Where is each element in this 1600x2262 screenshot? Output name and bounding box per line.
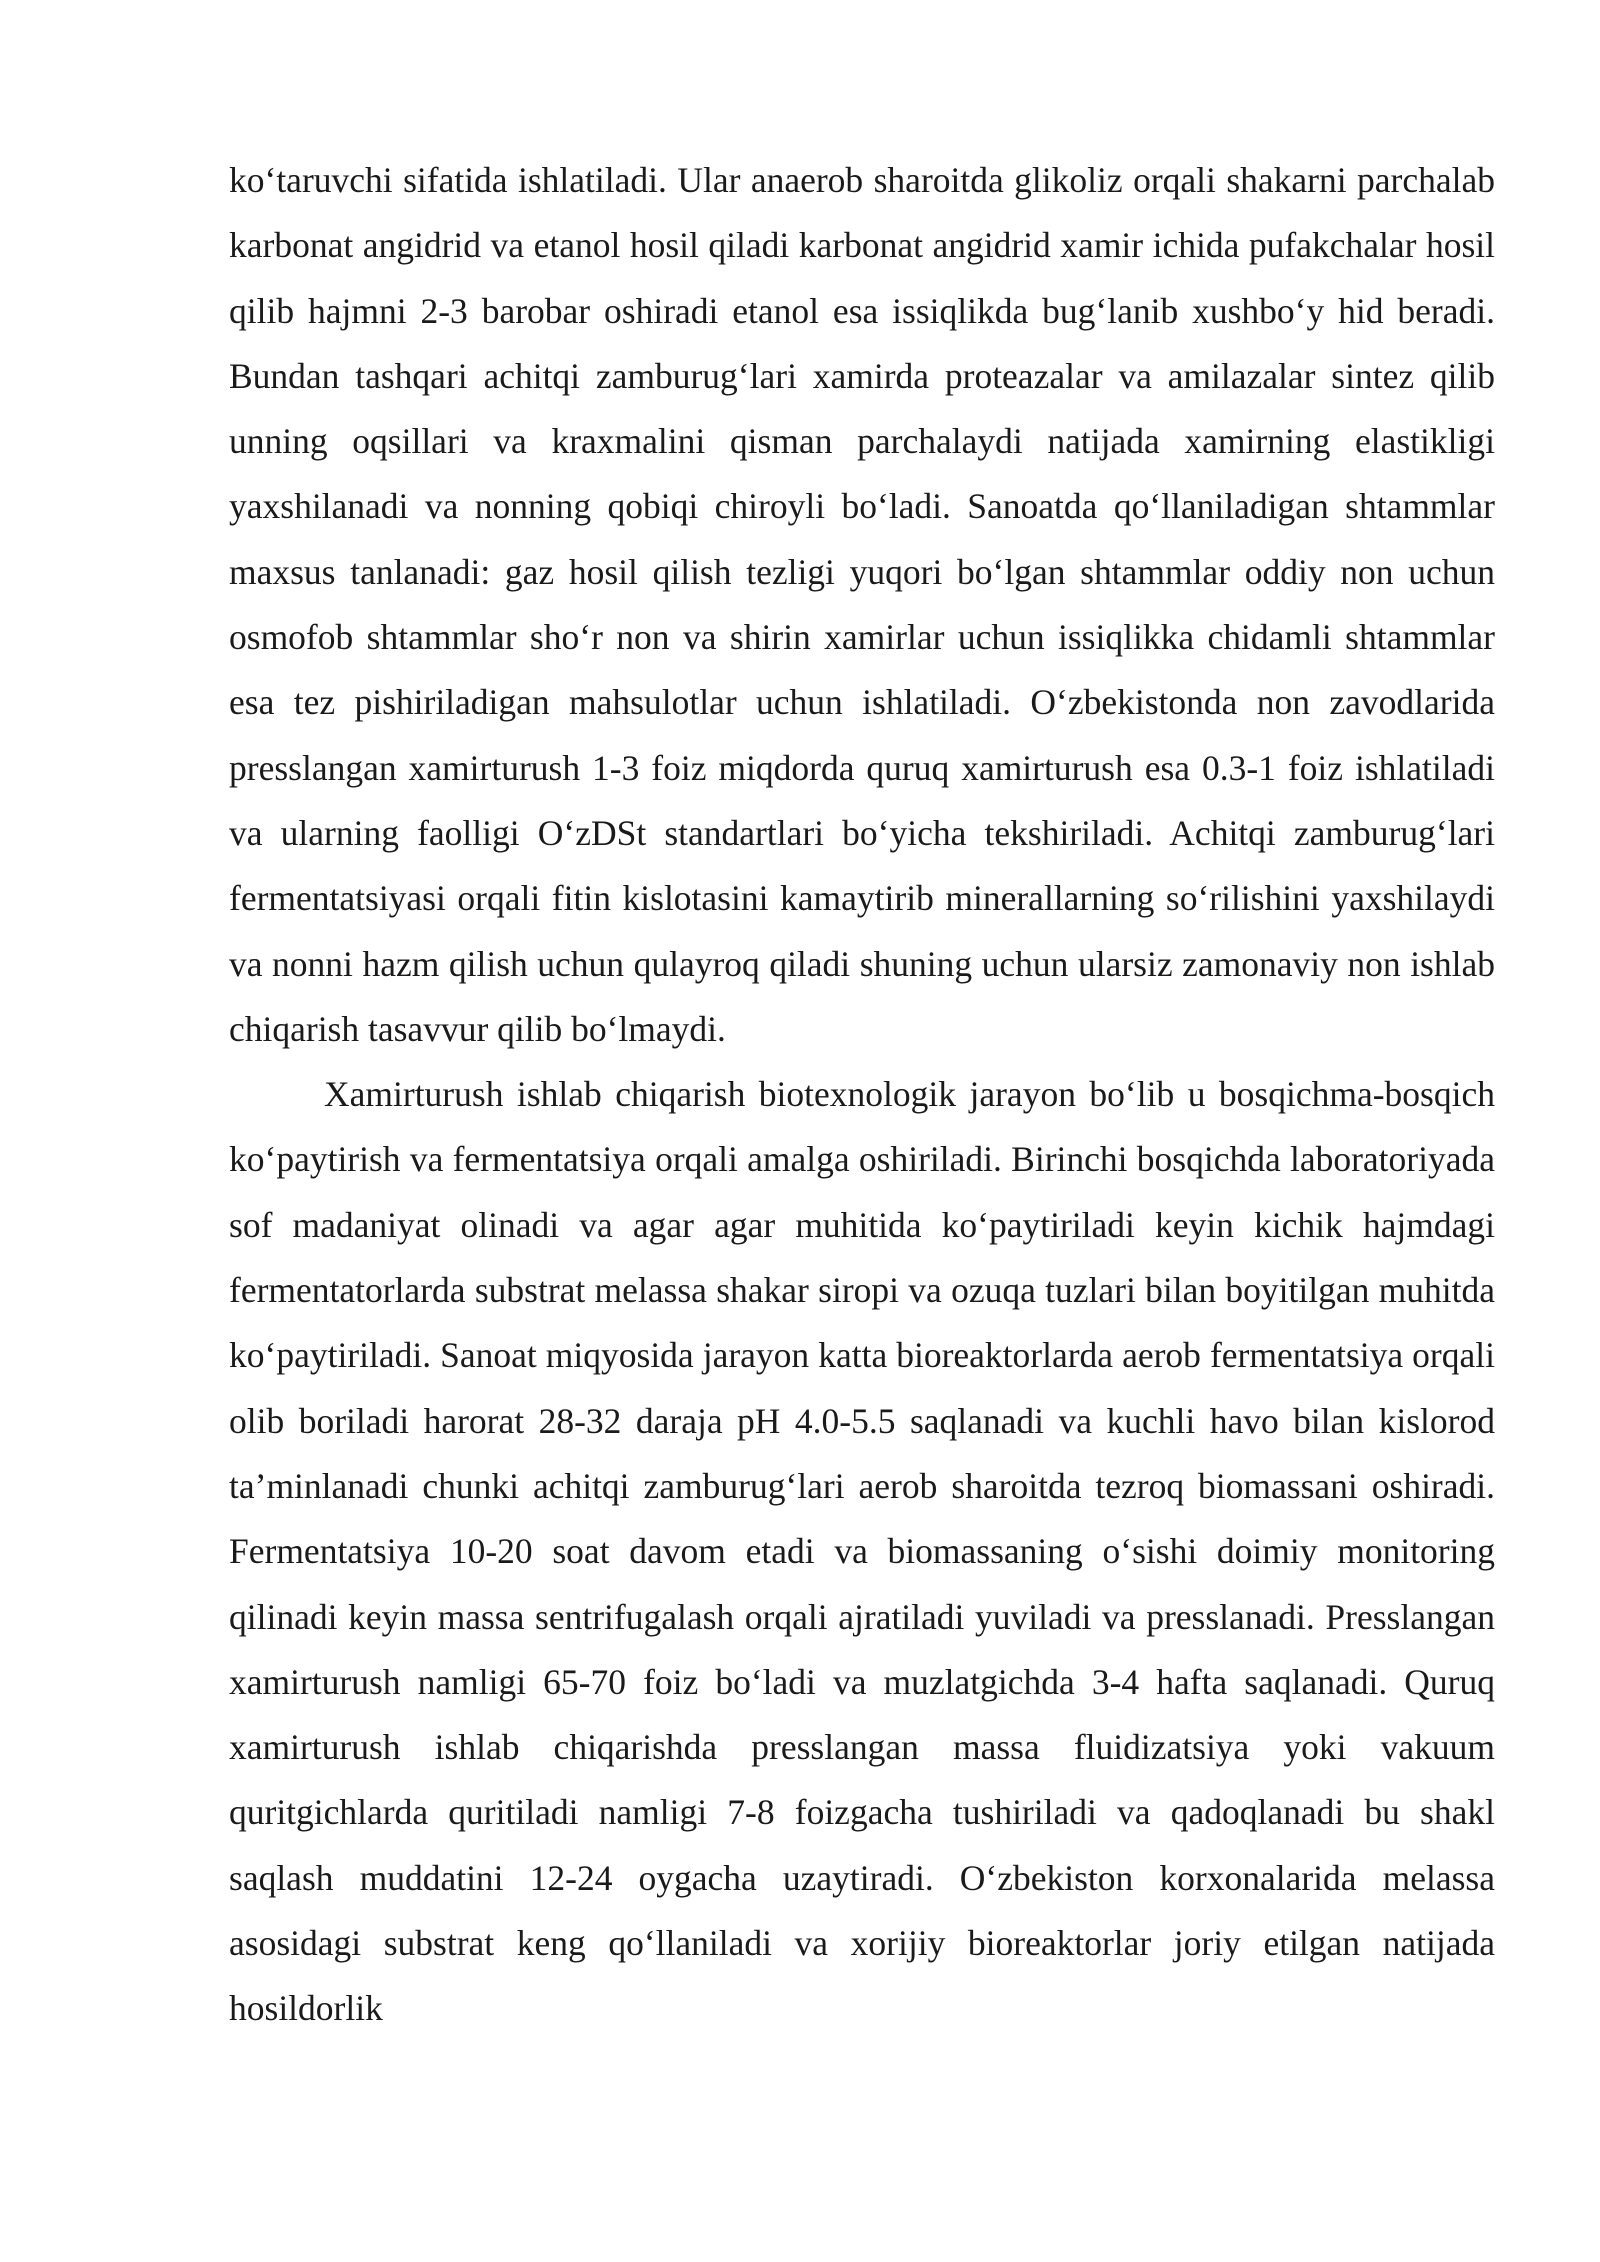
paragraph-continued: ko‘taruvchi sifatida ishlatiladi. Ular anaerob sharoitda glikoliz orqali shakarni parchalab karbonat angidrid va etanol hosil qiladi karbonat angidrid xamir ichida pufakchalar hosil qilib hajmni 2-3 barobar oshiradi etanol esa issiqlikda bug‘lanib xushbo‘y hid beradi. Bundan tashqari achitqi zamburug‘lari xamirda proteazalar va amilazalar sintez qilib unning oqsillari va kraxmalini qisman parchalaydi natijada xamirning elastikligi yaxshilanadi va nonning qobiqi chiroyli bo‘ladi. Sanoatda qo‘llaniladigan shtammlar maxsus tanlanadi: gaz hosil qilish tezligi yuqori bo‘lgan shtammlar oddiy non uchun osmofob shtammlar sho‘r non va shirin xamirlar uchun issiqlikka chidamli shtammlar esa tez pishiriladigan mahsulotlar uchun ishlatiladi. O‘zbekistonda non zavodlarida presslangan xamirturush 1-3 foiz miqdorda quruq xamirturush esa 0.3-1 foiz ishlatiladi va ularning faolligi O‘zDSt standartlari bo‘yicha tekshiriladi. Achitqi zamburug‘lari fermentatsiyasi orqali fitin kislotasini kamaytirib minerallarning so‘rilishini yaxshilaydi va nonni hazm qilish uchun qulayroq qiladi shuning uchun ularsiz zamonaviy non ishlab chiqarish tasavvur qilib bo‘lmaydi. (229, 160, 1495, 1049)
paragraph-yeast-production: Xamirturush ishlab chiqarish biotexnologik jarayon bo‘lib u bosqichma-bosqich ko‘paytirish va fermentatsiya orqali amalga oshiriladi. Birinchi bosqichda laboratoriyada sof madaniyat olinadi va agar agar muhitida ko‘paytiriladi keyin kichik hajmdagi fermentatorlarda substrat melassa shakar siropi va ozuqa tuzlari bilan boyitilgan muhitda ko‘paytiriladi. Sanoat miqyosida jarayon katta bioreaktorlarda aerob fermentatsiya orqali olib boriladi harorat 28-32 daraja pH 4.0-5.5 saqlanadi va kuchli havo bilan kislorod ta’minlanadi chunki achitqi zamburug‘lari aerob sharoitda tezroq biomassani oshiradi. Fermentatsiya 10-20 soat davom etadi va biomassaning o‘sishi doimiy monitoring qilinadi keyin massa sentrifugalash orqali ajratiladi yuviladi va presslanadi. Presslangan xamirturush namligi 65-70 foiz bo‘ladi va muzlatgichda 3-4 hafta saqlanadi. Quruq xamirturush ishlab chiqarishda presslangan massa fluidizatsiya yoki vakuum quritgichlarda quritiladi namligi 7-8 foizgacha tushiriladi va qadoqlanadi bu shakl saqlash muddatini 12-24 oygacha uzaytiradi. O‘zbekiston korxonalarida melassa asosidagi substrat keng qo‘llaniladi va xorijiy bioreaktorlar joriy etilgan natijada hosildorlik (229, 1074, 1495, 2029)
document-body (229, 148, 1495, 2042)
